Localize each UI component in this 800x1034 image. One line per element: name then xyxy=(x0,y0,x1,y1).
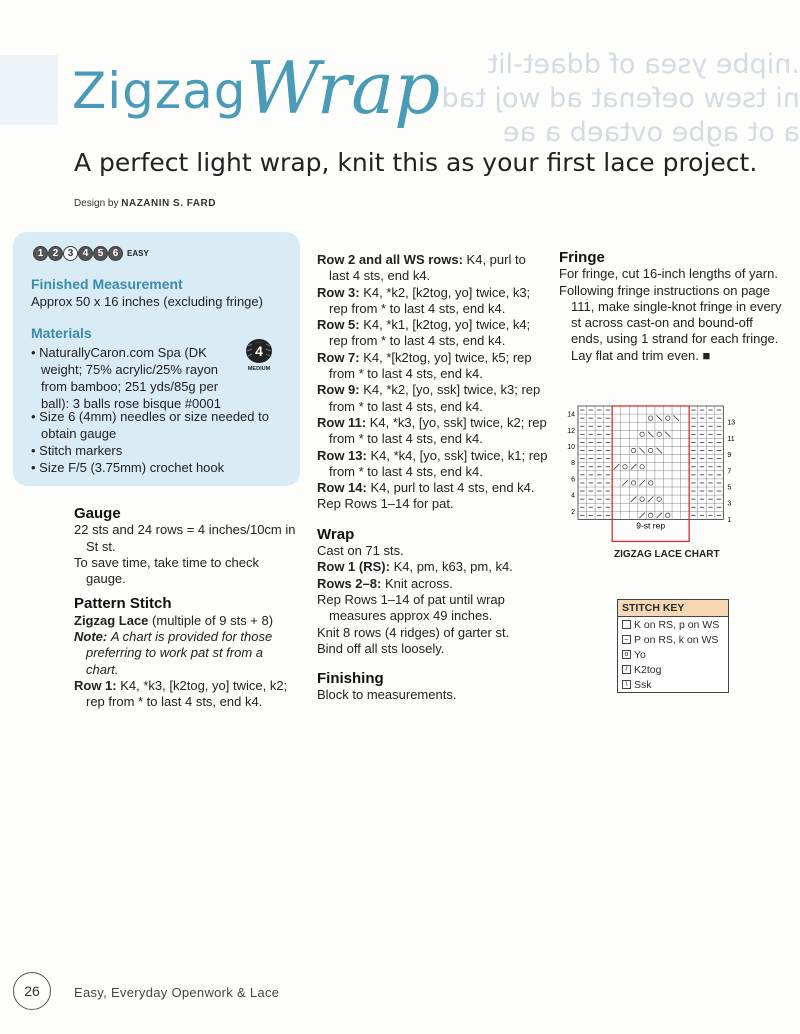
fringe-line2: Following fringe instructions on page 111, make single-knot fringe in every st across cast-on and bound-off ends, using 1 strand for each fringe. Lay flat and trim even. ■ xyxy=(559,282,782,363)
pattern-row: Row 13: K4, *k4, [yo, ssk] twice, k1; rep from * to last 4 sts, end k4. xyxy=(317,447,548,479)
pattern-row1: Row 1: K4, *k3, [k2tog, yo] twice, k2; rep from * to last 4 sts, end k4. xyxy=(74,677,288,710)
wrap-heading: Wrap xyxy=(317,525,355,543)
material-item: • Size F/5 (3.75mm) crochet hook xyxy=(31,460,225,475)
material-item: • Stitch markers xyxy=(31,443,123,458)
skill-level-5: 5 xyxy=(93,246,108,261)
bleed-through-text: .nipbe ysea of ddaet-lit ni tsew oefenat ad woj tad a ot agbe ovtaeb a ae xyxy=(441,49,800,148)
pattern-row: Row 11: K4, *k3, [yo, ssk] twice, k2; rep from * to last 4 sts, end k4. xyxy=(317,414,547,447)
row-label: 2 xyxy=(571,508,575,516)
row-label: 9 xyxy=(727,452,732,460)
chart-right-row-labels xyxy=(727,420,735,524)
row-label: 10 xyxy=(567,444,575,451)
stitch-key-item: K on RS, p on WS xyxy=(618,617,728,632)
row-label: 11 xyxy=(727,435,735,443)
finishing-heading: Finishing xyxy=(317,670,384,688)
bleed-through-strip xyxy=(0,55,58,125)
subtitle: A perfect light wrap, knit this as your first lace project. xyxy=(74,148,758,177)
chart-grid xyxy=(578,406,723,519)
wrap-row1: Row 1 (RS): K4, pm, k63, pm, k4. xyxy=(317,559,513,575)
yo-symbol-icon: o xyxy=(622,650,631,659)
pattern-stitch-name: Zigzag Lace (multiple of 9 sts + 8) xyxy=(74,612,274,628)
knit-symbol-icon xyxy=(622,620,631,629)
zigzag-lace-chart xyxy=(560,402,785,544)
wrap-cast-on: Cast on 71 sts. xyxy=(317,543,404,559)
chart-left-row-labels xyxy=(567,412,575,516)
wrap-bind-off: Bind off all sts loosely. xyxy=(317,640,445,656)
skill-level xyxy=(33,246,149,261)
finishing-text: Block to measurements. xyxy=(317,687,457,703)
wrap-rep: Rep Rows 1–14 of pat until wrap measures approx 49 inches. xyxy=(317,591,505,624)
row-label: 14 xyxy=(567,411,575,419)
materials-list-rest xyxy=(31,408,276,476)
skill-level-6: 6 xyxy=(108,246,123,261)
stitch-key-item: / K2tog xyxy=(618,662,728,677)
fringe-section xyxy=(559,250,787,364)
skill-level-4: 4 xyxy=(78,246,93,261)
yarn-weight-icon xyxy=(243,338,275,372)
pattern-row: Row 2 and all WS rows: K4, purl to last 4 sts, end k4. xyxy=(317,252,526,284)
purl-symbol-icon: – xyxy=(622,635,631,644)
row-label: 13 xyxy=(727,419,736,427)
finished-text: Approx 50 x 16 inches (excluding fringe) xyxy=(31,294,263,309)
k2tog-symbol-icon: / xyxy=(622,665,631,674)
stitch-key-item: – P on RS, k on WS xyxy=(618,632,728,647)
rep-rows: Rep Rows 1–14 for pat. xyxy=(317,496,454,512)
pattern-row: Row 7: K4, *[k2tog, yo] twice, k5; rep from * to last 4 sts, end k4. xyxy=(317,349,532,382)
material-item: • Size 6 (4mm) needles or size needed to obtain gauge xyxy=(31,409,269,441)
fringe-heading: Fringe xyxy=(559,249,605,266)
pattern-stitch-heading: Pattern Stitch xyxy=(74,595,172,613)
row-label: 4 xyxy=(571,492,575,500)
book-title: Easy, Everyday Openwork & Lace xyxy=(74,985,280,1000)
skill-level-1: 1 xyxy=(33,246,48,261)
row-label: 8 xyxy=(571,460,575,468)
materials-heading: Materials xyxy=(31,325,92,341)
stitch-key xyxy=(617,599,729,693)
row-label: 1 xyxy=(727,516,732,524)
title-part2: Wrap xyxy=(246,46,441,130)
pattern-row: Row 14: K4, purl to last 4 sts, end k4. xyxy=(317,480,535,496)
yarn-weight-number: 4 xyxy=(255,343,263,359)
pattern-note: Note: A chart is provided for those preferring to work pat st from a chart. xyxy=(74,629,273,677)
stitch-key-item: o Yo xyxy=(618,647,728,662)
yarn-weight-label: MEDIUM xyxy=(247,366,271,372)
gauge-line1: 22 sts and 24 rows = 4 inches/10cm in St st. xyxy=(74,522,296,554)
ssk-symbol-icon: \ xyxy=(622,680,631,689)
design-credit: Design by NAZANIN S. FARD xyxy=(74,198,216,209)
row-label: 5 xyxy=(727,484,732,492)
fringe-line1: For fringe, cut 16-inch lengths of yarn. xyxy=(559,266,778,282)
row-label: 3 xyxy=(727,500,732,508)
title-part1: Zigzag xyxy=(72,62,247,120)
skill-level-3: 3 xyxy=(63,246,78,261)
chart-title: ZIGZAG LACE CHART xyxy=(614,549,720,560)
pattern-row: Row 9: K4, *k2, [yo, ssk] twice, k3; rep from * to last 4 sts, end k4. xyxy=(317,382,541,414)
finished-heading: Finished Measurement xyxy=(31,276,183,292)
row-label: 6 xyxy=(571,476,575,484)
stitch-key-item: \ Ssk xyxy=(618,677,728,692)
row-label: 7 xyxy=(727,468,732,476)
materials-list xyxy=(31,344,236,412)
wrap-rows-2-8: Rows 2–8: Knit across. xyxy=(317,575,453,591)
rep-label: 9-st rep xyxy=(636,520,666,531)
skill-label: EASY xyxy=(127,249,149,258)
page-number: 26 xyxy=(13,972,51,1010)
stitch-key-heading: STITCH KEY xyxy=(618,600,728,617)
skill-level-2: 2 xyxy=(48,246,63,261)
pattern-row: Row 3: K4, *k2, [k2tog, yo] twice, k3; rep from * to last 4 sts, end k4. xyxy=(317,284,531,316)
wrap-knit: Knit 8 rows (4 ridges) of garter st. xyxy=(317,624,510,640)
gauge-heading: Gauge xyxy=(74,505,121,522)
rows-column xyxy=(317,252,549,704)
gauge-line2: To save time, take time to check gauge. xyxy=(74,554,259,587)
pattern-row: Row 5: K4, *k1, [k2tog, yo] twice, k4; rep from * to last 4 sts, end k4. xyxy=(317,317,531,349)
material-item: • NaturallyCaron.com Spa (DK weight; 75% acrylic/25% rayon from bamboo; 251 yds/85g per ball): 3 balls rose bisque #0001 xyxy=(31,345,221,411)
gauge-section xyxy=(74,506,299,711)
row-label: 12 xyxy=(567,427,575,435)
